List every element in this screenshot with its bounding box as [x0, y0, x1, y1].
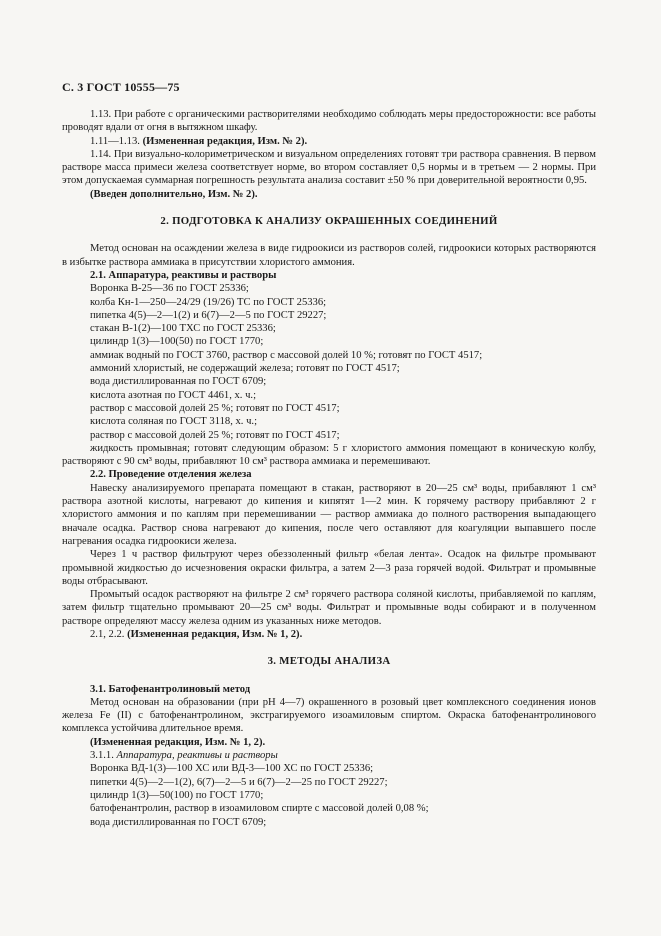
revision-note-4: (Измененная редакция, Изм. № 1, 2). — [90, 736, 266, 748]
list-item: Воронка В-25—36 по ГОСТ 25336; — [90, 283, 249, 295]
revision-note-1: 1.11—1.13. (Измененная редакция, Изм. № 2). — [90, 135, 308, 147]
subsection-3-1-1-heading: 3.1.1. Аппаратура, реактивы и растворы — [90, 750, 278, 762]
list-item: пипетки 4(5)—2—1(2), 6(7)—2—5 и 6(7)—2—25 по ГОСТ 29227; — [90, 776, 388, 788]
paragraph-1-14: 1.14. При визуально-колориметрическом и визуальном определениях готовят три раствора сравнения. В первом растворе масса примеси железа соответствует норме, во втором составляет 0,5 нормы и в третьем — 2 нормы. При этом допускаемая суммарная погрешность результата анализа составит ±50 % при доверительной вероятности 0,95. — [62, 148, 596, 187]
list-item: вода дистиллированная по ГОСТ 6709; — [90, 376, 267, 388]
list-item: колба Кн-1—250—24/29 (19/26) ТС по ГОСТ 25336; — [90, 296, 327, 308]
list-item: раствор с массовой долей 25 %; готовят по ГОСТ 4517; — [90, 429, 340, 441]
list-item: цилиндр 1(3)—50(100) по ГОСТ 1770; — [90, 789, 264, 801]
list-item: раствор с массовой долей 25 %; готовят по ГОСТ 4517; — [90, 402, 340, 414]
list-item: стакан В-1(2)—100 ТХС по ГОСТ 25336; — [90, 323, 276, 335]
paragraph-bathophenanthroline-method: Метод основан на образовании (при pH 4—7) окрашенного в розовый цвет комплексного соединения ионов железа Fe (II) с батофенантролином, экстрагируемого изоамиловым спиртом. Окраска батофенантролинового комплекса устойчива длительное время. — [62, 696, 596, 735]
apparatus-list-2-1 — [62, 282, 596, 442]
apparatus-list-3-1-1 — [62, 762, 596, 828]
list-item: Воронка ВД-1(3)—100 ХС или ВД-3—100 ХС по ГОСТ 25336; — [90, 763, 374, 775]
section-2-heading: 2. ПОДГОТОВКА К АНАЛИЗУ ОКРАШЕННЫХ СОЕДИНЕНИЙ — [160, 215, 498, 228]
list-item: батофенантролин, раствор в изоамиловом спирте с массовой долей 0,08 %; — [90, 803, 429, 815]
list-item: кислота соляная по ГОСТ 3118, х. ч.; — [90, 416, 258, 428]
list-item: аммоний хлористый, не содержащий железа; готовят по ГОСТ 4517; — [90, 363, 400, 375]
subsection-2-1-heading: 2.1. Аппаратура, реактивы и растворы — [90, 269, 277, 281]
list-item: вода дистиллированная по ГОСТ 6709; — [90, 816, 267, 828]
list-item: кислота азотная по ГОСТ 4461, х. ч.; — [90, 389, 257, 401]
paragraph-wash-liquid: жидкость промывная; готовят следующим образом: 5 г хлористого аммония помещают в коническую колбу, растворяют с 90 см³ воды, прибавляют 10 см³ раствора аммиака и перемешивают. — [62, 442, 596, 468]
subsection-2-2-heading: 2.2. Проведение отделения железа — [90, 469, 252, 481]
page-header: С. 3 ГОСТ 10555—75 — [62, 80, 180, 94]
revision-note-3: 2.1, 2.2. (Измененная редакция, Изм. № 1, 2). — [90, 628, 303, 640]
paragraph-1-13: 1.13. При работе с органическими растворителями необходимо соблюдать меры предосторожности: все работы проводят вдали от огня в вытяжном шкафу. — [62, 109, 596, 134]
list-item: цилиндр 1(3)—100(50) по ГОСТ 1770; — [90, 336, 264, 348]
document-body — [62, 108, 596, 829]
revision-note-2: (Введен дополнительно, Изм. № 2). — [90, 188, 258, 200]
paragraph-procedure-3: Промытый осадок растворяют на фильтре 2 см³ горячего раствора соляной кислоты, прибавляемой по каплям, затем фильтр тщательно промывают 20—25 см³ воды. Фильтрат и промывные воды собирают и в полученном растворе определяют массу железа одним из указанных ниже методов. — [62, 589, 596, 627]
list-item: аммиак водный по ГОСТ 3760, раствор с массовой долей 10 %; готовят по ГОСТ 4517; — [90, 349, 483, 361]
list-item: пипетка 4(5)—2—1(2) и 6(7)—2—5 по ГОСТ 29227; — [90, 309, 327, 321]
section-3-heading: 3. МЕТОДЫ АНАЛИЗА — [267, 655, 391, 668]
subsection-3-1-heading: 3.1. Батофенантролиновый метод — [90, 683, 251, 695]
paragraph-method-intro: Метод основан на осаждении железа в виде гидроокиси из растворов солей, гидроокиси которых растворяются в избытке раствора аммиака в присутствии хлористого аммония. — [62, 243, 596, 268]
paragraph-procedure-2: Через 1 ч раствор фильтруют через обеззоленный фильтр «белая лента». Осадок на фильтре промывают промывной жидкостью до исчезновения окраски фильтра, а затем 2—3 раза горячей водой. Фильтрат и промывные воды отбрасывают. — [62, 549, 596, 587]
paragraph-procedure-1: Навеску анализируемого препарата помещают в стакан, растворяют в 20—25 см³ воды, прибавляют 1 см³ раствора азотной кислоты, нагревают до кипения и кипятят 1—2 мин. К горячему раствору прибавляют 2 г хлористого аммония и по каплям при перемешивании — раствор аммиака до полного растворения выпадающего вначале осадка. Раствор снова нагревают до кипения, после чего оставляют для коагуляции выпавшего после нагревания осадка гидроокиси железа. — [62, 482, 596, 547]
